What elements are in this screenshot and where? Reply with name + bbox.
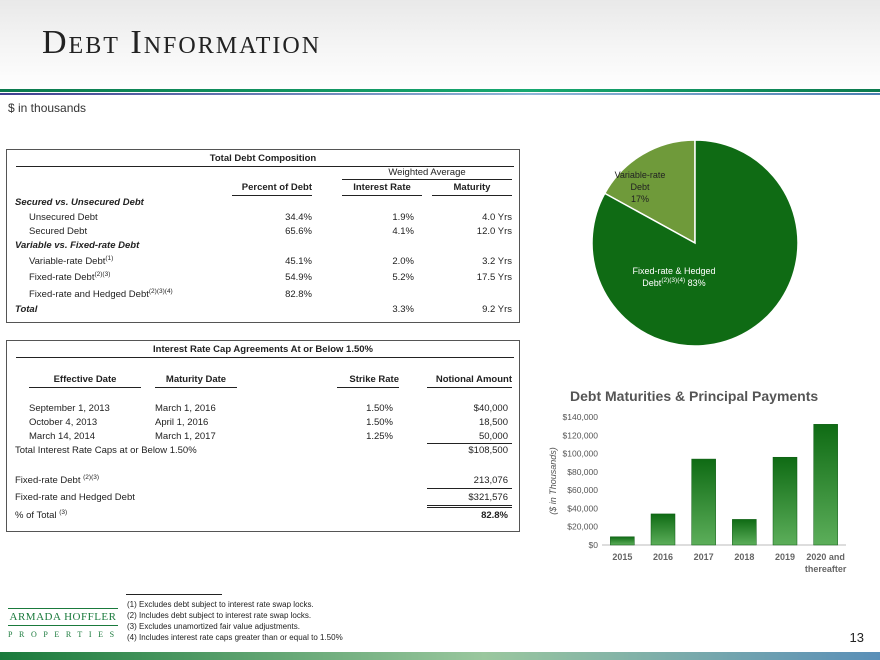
footnote: (1) Excludes debt subject to interest rate swap locks.	[127, 600, 314, 609]
strike-cell: 1.25%	[366, 431, 393, 442]
x-tick-label: 2018	[734, 552, 755, 562]
row-label: Unsecured Debt	[29, 212, 98, 223]
maturity-cell: 4.0 Yrs	[482, 212, 512, 223]
y-tick-label: $120,000	[562, 430, 598, 441]
divider	[427, 505, 512, 506]
footnote: (4) Includes interest rate caps greater than or equal to 1.50%	[127, 633, 343, 642]
y-axis-label: ($ in Thousands)	[548, 447, 558, 515]
y-tick-label: $0	[588, 540, 598, 550]
strike-cell: 1.50%	[366, 417, 393, 428]
bar	[610, 537, 634, 545]
notional-cell: 50,000	[478, 431, 508, 442]
y-tick-label: $80,000	[567, 466, 598, 477]
row-label: Total	[15, 304, 38, 315]
row-label: Fixed-rate Debt$^{(2)(3)}$	[29, 270, 111, 283]
divider	[29, 387, 141, 388]
divider	[427, 507, 512, 508]
divider	[427, 488, 512, 489]
rate-cell: 5.2%	[392, 272, 414, 283]
footnotes	[127, 599, 343, 643]
divider	[432, 195, 512, 196]
rate-cap-table	[6, 340, 520, 532]
x-tick-label: 2019	[774, 552, 796, 562]
rate-cell: 1.9%	[392, 212, 414, 223]
y-tick-label: $20,000	[567, 521, 598, 532]
maturity-cell: 12.0 Yrs	[476, 226, 512, 237]
bar	[732, 519, 756, 545]
rate-cell: 3.3%	[392, 304, 414, 315]
col-header-notional: Notional Amount	[435, 374, 512, 385]
divider	[16, 357, 514, 358]
units-note: $ in thousands	[8, 101, 87, 115]
table-caption: Total Debt Composition	[209, 153, 317, 164]
y-tick-label: $40,000	[567, 503, 598, 514]
bar	[773, 457, 797, 545]
col-header-strike: Strike Rate	[349, 374, 399, 385]
footnote-divider	[126, 594, 222, 595]
y-tick-label: $60,000	[567, 485, 598, 496]
rate-cell: 2.0%	[392, 256, 414, 267]
logo-name: ARMADA HOFFLER	[8, 608, 118, 626]
pie-label-variable: Variable-rate Debt 17%	[614, 170, 666, 204]
rate-cell: 4.1%	[392, 226, 414, 237]
notional-cell: 18,500	[478, 417, 508, 428]
maturity-cell: 17.5 Yrs	[476, 272, 512, 283]
maturity-cell: April 1, 2016	[155, 417, 209, 428]
effective-cell: October 4, 2013	[29, 417, 98, 428]
percent-cell: 82.8%	[285, 289, 312, 300]
x-tick-label: 2015	[612, 552, 633, 562]
maturity-cell: 3.2 Yrs	[482, 256, 512, 267]
header-rule	[0, 89, 880, 92]
pct-label: % of Total $^{(3)}$	[15, 508, 68, 521]
x-tick-label: thereafter	[804, 564, 847, 574]
divider	[342, 195, 422, 196]
hedged-label: Fixed-rate and Hedged Debt	[15, 492, 135, 503]
divider	[427, 443, 512, 444]
percent-cell: 54.9%	[285, 272, 312, 283]
logo-subtitle: PROPERTIES	[8, 630, 121, 639]
company-logo	[8, 608, 121, 646]
fixed-value: 213,076	[473, 475, 508, 486]
total-value: $108,500	[468, 445, 508, 456]
debt-maturities-bar-chart	[546, 405, 856, 595]
col-header-maturity: Maturity Date	[165, 374, 227, 385]
x-tick-label: 2016	[652, 552, 674, 562]
pct-value: 82.8%	[481, 510, 508, 521]
divider	[155, 387, 237, 388]
footnote: (2) Includes debt subject to interest rate swap locks.	[127, 611, 312, 620]
total-label: Total Interest Rate Caps at or Below 1.50%	[15, 445, 197, 456]
row-label: Secured Debt	[29, 226, 88, 237]
col-header-maturity: Maturity	[453, 182, 491, 193]
notional-cell: $40,000	[473, 403, 508, 414]
strike-cell: 1.50%	[366, 403, 393, 414]
percent-cell: 65.6%	[285, 226, 312, 237]
bar-chart-title: Debt Maturities & Principal Payments	[570, 388, 819, 404]
effective-cell: March 14, 2014	[29, 431, 96, 442]
col-header-effective: Effective Date	[53, 374, 117, 385]
x-tick-label: 2017	[693, 552, 714, 562]
y-tick-label: $140,000	[562, 412, 598, 422]
row-label: Fixed-rate and Hedged Debt$^{(2)(3)(4)}$	[29, 287, 173, 300]
fixed-label: Fixed-rate Debt $^{(2)(3)}$	[15, 473, 100, 486]
section-heading: Variable vs. Fixed-rate Debt	[15, 240, 140, 251]
col-header-percent: Percent of Debt	[241, 182, 312, 193]
page-title: Debt Information	[42, 24, 322, 61]
bar	[692, 459, 716, 545]
effective-cell: September 1, 2013	[29, 403, 110, 414]
maturity-cell: March 1, 2016	[155, 403, 216, 414]
row-label: Variable-rate Debt$^{(1)}$	[29, 254, 114, 267]
group-header: Weighted Average	[388, 167, 466, 178]
pie-label-fixed: Fixed-rate & Hedged Debt$^{(2)(3)(4)}$ 83%	[632, 266, 716, 288]
debt-composition-table	[6, 149, 520, 323]
x-tick-label: 2020 and	[806, 552, 845, 562]
divider	[232, 195, 312, 196]
divider	[427, 387, 512, 388]
percent-cell: 34.4%	[285, 212, 312, 223]
hedged-value: $321,576	[468, 492, 508, 503]
table-caption: Interest Rate Cap Agreements At or Below 1.50%	[153, 344, 373, 355]
maturity-cell: March 1, 2017	[155, 431, 216, 442]
footnote: (3) Excludes unamortized fair value adjustments.	[127, 622, 300, 631]
footer-band	[0, 652, 880, 660]
bar	[651, 514, 675, 545]
y-tick-label: $100,000	[562, 448, 598, 459]
divider	[342, 179, 512, 180]
maturity-cell: 9.2 Yrs	[482, 304, 512, 315]
divider	[337, 387, 399, 388]
col-header-rate: Interest Rate	[353, 182, 411, 193]
header-rule-secondary	[0, 93, 880, 95]
section-heading: Secured vs. Unsecured Debt	[15, 197, 144, 208]
bar	[814, 424, 838, 545]
percent-cell: 45.1%	[285, 256, 312, 267]
page-number: 13	[849, 630, 864, 645]
